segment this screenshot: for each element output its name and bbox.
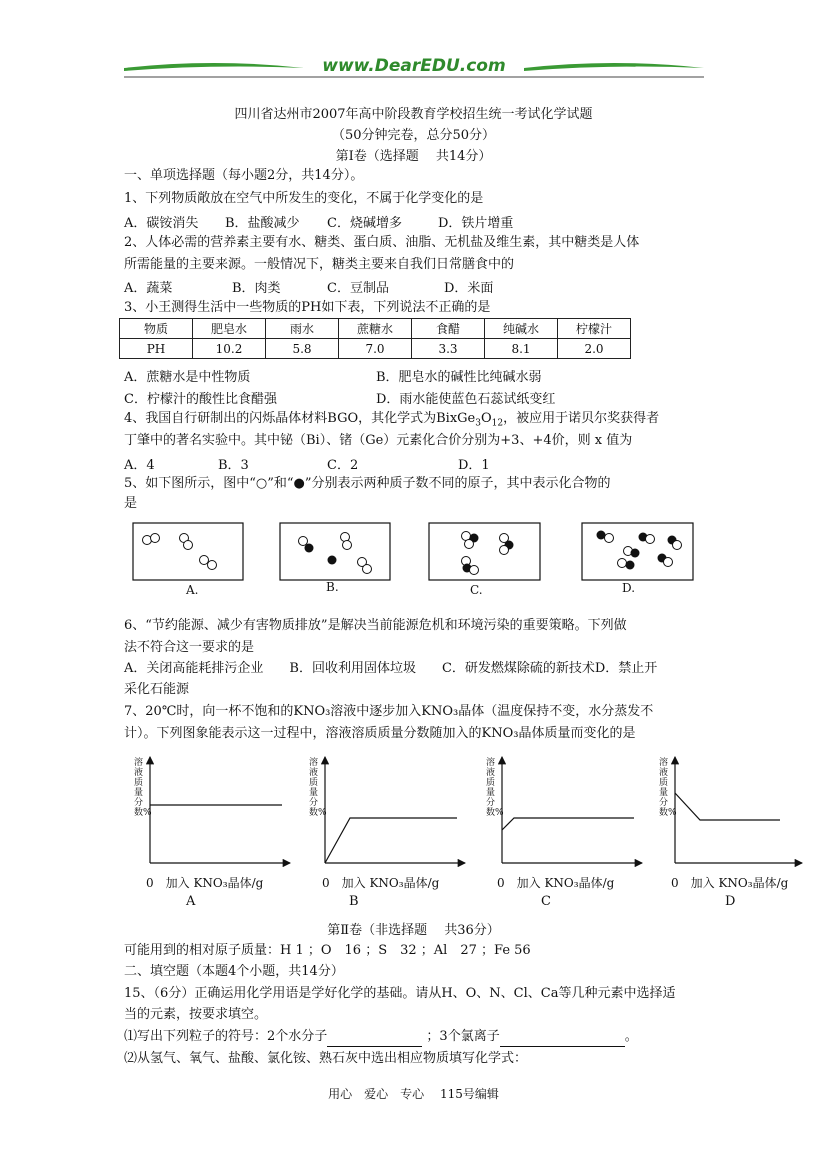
curve-d (675, 793, 780, 820)
table-cell: 物质 (120, 319, 193, 339)
q5-label-d: D. (622, 581, 636, 595)
q2-option-a: A．蔬菜 (124, 281, 173, 296)
diagram-box-c (429, 523, 540, 580)
q2-option-d: D．米面 (444, 281, 494, 296)
graph-c-label: C (541, 894, 551, 909)
graph-c-xlabel: 0 加入 KNO₃晶体/g (497, 876, 615, 890)
diagram-box-b (280, 523, 390, 580)
q15-part1-text: 。 (624, 1029, 638, 1044)
q15-part2: ⑵从氢气、氧气、盐酸、氯化铵、熟石灰中选出相应物质填写化学式： (124, 1051, 528, 1066)
graph-b-label: B (349, 894, 359, 909)
table-cell: 蔗糖水 (339, 319, 412, 339)
graph-a-ylabel: 溶液质量分数% (134, 758, 152, 818)
ph-table (119, 318, 631, 359)
curve-c (502, 818, 634, 830)
q15-part1-text: ⑴写出下列粒子的符号：2个水分子 (124, 1029, 328, 1044)
page-footer: 用心 爱心 专心 115号编辑 (328, 1087, 499, 1101)
site-logo: www.DearEDU.com (322, 56, 506, 76)
q5-label-a: A. (186, 583, 199, 597)
q4-stem-text: O (480, 411, 492, 426)
part2-title: 第Ⅱ卷（非选择题 共36分） (327, 923, 500, 938)
graph-a (150, 757, 290, 863)
q1-option-d: D．铁片增重 (438, 216, 514, 231)
table-cell: 纯碱水 (485, 319, 558, 339)
diagram-box-a (133, 523, 243, 580)
q4-stem-text: Ge (457, 411, 476, 426)
q4-option-c: C．2 (327, 458, 359, 473)
table-cell: 柠檬汁 (558, 319, 631, 339)
table-cell: PH (120, 339, 193, 359)
q4-stem-1 (124, 409, 659, 434)
q7-stem-1: 7、20℃时，向一杯不饱和的KNO₃溶液中逐步加入KNO₃晶体（温度保持不变，水分蒸发不 (124, 704, 654, 719)
q1-option-a: A．碳铵消失 (124, 216, 199, 231)
graph-c (502, 757, 642, 863)
q3-option-a: A．蔗糖水是中性物质 (124, 370, 251, 385)
graph-a-label: A (186, 894, 196, 909)
q6-stem-1: 6、“节约能源、减少有害物质排放”是解决当前能源危机和环境污染的重要策略。下列做 (124, 618, 627, 633)
q5-stem-2: 是 (124, 496, 138, 511)
table-cell: 2.0 (558, 339, 631, 359)
table-cell: 雨水 (266, 319, 339, 339)
graph-c-ylabel: 溶液质量分数% (486, 758, 504, 818)
curve-b (325, 818, 457, 863)
q7-graphs (120, 755, 810, 870)
q4-subscript-x: x (449, 411, 458, 426)
graph-d (675, 757, 802, 863)
table-cell: 7.0 (339, 339, 412, 359)
table-cell: 肥皂水 (193, 319, 266, 339)
compound-molecules (462, 532, 514, 575)
q4-option-a: A．4 (124, 458, 155, 473)
q3-option-d: D．雨水能使蓝色石蕊试纸变红 (376, 392, 556, 407)
q7-stem-2: 计）。下列图象能表示这一过程中，溶液溶质质量分数随加入的KNO₃晶体质量而变化的是 (124, 726, 636, 741)
part1-title: 第Ⅰ卷（选择题 共14分） (335, 149, 492, 164)
q15-part1 (124, 1027, 638, 1047)
graph-b (325, 757, 465, 863)
q1-option-c: C．烧碱增多 (327, 216, 402, 231)
graph-b-xlabel: 0 加入 KNO₃晶体/g (322, 876, 440, 890)
q4-subscript: 12 (491, 418, 504, 429)
q15-stem-1: 15、（6分）正确运用化学用语是学好化学的基础。请从H、O、N、Cl、Ca等几种元素中选择适 (124, 986, 676, 1001)
q6-options: A．关闭高能耗排污企业 B．回收利用固体垃圾 C．研发燃煤除硫的新技术D．禁止开 (124, 661, 658, 676)
q4-option-d: D．1 (458, 458, 490, 473)
section1-heading: 一、单项选择题（每小题2分，共14分）。 (124, 168, 364, 183)
table-row (120, 319, 631, 339)
q5-label-c: C. (470, 583, 483, 597)
q4-stem-text: 4、我国自行研制出的闪烁晶体材料BGO，其化学式为Bi (124, 411, 450, 426)
white-atom-icon (143, 534, 217, 570)
mixed-atoms (299, 533, 372, 574)
header-banner (124, 56, 704, 82)
graph-d-ylabel: 溶液质量分数% (659, 758, 677, 818)
exam-subtitle: （50分钟完卷，总分50分） (331, 128, 496, 143)
q2-option-b: B．肉类 (232, 281, 281, 296)
q3-stem: 3、小王测得生活中一些物质的PH如下表，下列说法不正确的是 (124, 300, 491, 315)
atomic-masses: 可能用到的相对原子质量：H 1 ；O 16 ；S 32 ；Al 27 ；Fe 56 (124, 943, 531, 958)
q3-option-c: C．柠檬汁的酸性比食醋强 (124, 392, 277, 407)
q5-stem-1: 5、如下图所示，图中“○”和“●”分别表示两种质子数不同的原子，其中表示化合物的 (124, 476, 611, 491)
q1-stem: 1、下列物质敞放在空气中所发生的变化，不属于化学变化的是 (124, 191, 484, 206)
section2-heading: 二、填空题（本题4个小题，共14分） (124, 964, 344, 979)
q15-part1-text: ；3个氯离子 (426, 1029, 500, 1044)
table-cell: 食醋 (412, 319, 485, 339)
q6-stem-2: 法不符合这一要求的是 (124, 640, 255, 655)
table-cell: 10.2 (193, 339, 266, 359)
table-cell: 5.8 (266, 339, 339, 359)
q4-subscript: 3 (475, 418, 481, 429)
table-row (120, 339, 631, 359)
exam-title: 四川省达州市2007年高中阶段教育学校招生统一考试化学试题 (234, 107, 593, 122)
q4-stem-2: 丁肇中的著名实验中。其中铋（Bi）、锗（Ge）元素化合价分别为+3、+4价，则 x 值为 (124, 433, 633, 448)
q2-stem-2: 所需能量的主要来源。一般情况下，糖类主要来自我们日常膳食中的 (124, 257, 515, 272)
q5-label-b: B. (326, 580, 339, 594)
q2-stem-1: 2、人体必需的营养素主要有水、糖类、蛋白质、油脂、无机盐及维生素，其中糖类是人体 (124, 235, 640, 250)
answer-blank[interactable] (500, 1032, 625, 1047)
graph-a-xlabel: 0 加入 KNO₃晶体/g (146, 876, 264, 890)
q4-option-b: B．3 (218, 458, 249, 473)
q1-option-b: B．盐酸减少 (225, 216, 300, 231)
graph-d-label: D (725, 894, 736, 909)
table-cell: 3.3 (412, 339, 485, 359)
q3-option-b: B．肥皂水的碱性比纯碱水弱 (376, 370, 542, 385)
q4-stem-text: ，被应用于诺贝尔奖获得者 (503, 411, 660, 426)
graph-b-ylabel: 溶液质量分数% (309, 758, 327, 818)
q15-stem-2: 当的元素，按要求填空。 (124, 1007, 268, 1022)
q2-option-c: C．豆制品 (327, 281, 389, 296)
table-cell: 8.1 (485, 339, 558, 359)
answer-blank[interactable] (327, 1032, 422, 1047)
mixture-molecules (597, 531, 682, 570)
q6-options-2: 采化石能源 (124, 682, 190, 697)
graph-d-xlabel: 0 加入 KNO₃晶体/g (671, 876, 789, 890)
